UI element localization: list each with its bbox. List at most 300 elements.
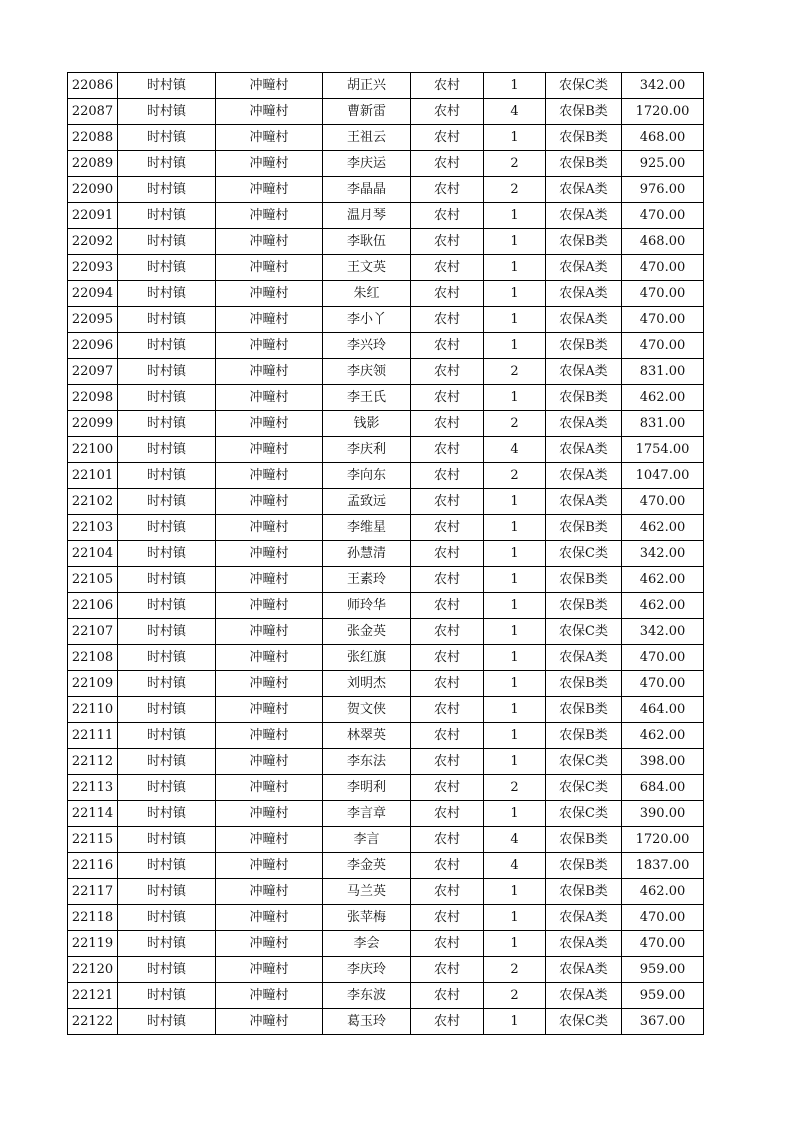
row-id-cell: 22103: [68, 515, 118, 541]
row-id-cell: 22088: [68, 125, 118, 151]
table-row: [68, 281, 704, 307]
table-row: [68, 619, 704, 645]
row-id-cell: 22121: [68, 983, 118, 1009]
town-cell: 时村镇: [118, 359, 216, 385]
area-type-cell: 农村: [411, 99, 484, 125]
amount-cell: 470.00: [622, 333, 704, 359]
category-cell: 农保A类: [546, 307, 622, 333]
amount-cell: 470.00: [622, 671, 704, 697]
village-cell: 冲疃村: [216, 879, 323, 905]
row-id-cell: 22105: [68, 567, 118, 593]
village-cell: 冲疃村: [216, 489, 323, 515]
category-cell: 农保C类: [546, 619, 622, 645]
row-id-cell: 22107: [68, 619, 118, 645]
town-cell: 时村镇: [118, 801, 216, 827]
row-id-cell: 22111: [68, 723, 118, 749]
village-cell: 冲疃村: [216, 905, 323, 931]
name-cell: 李维星: [323, 515, 411, 541]
row-id-cell: 22099: [68, 411, 118, 437]
category-cell: 农保A类: [546, 957, 622, 983]
amount-cell: 462.00: [622, 723, 704, 749]
village-cell: 冲疃村: [216, 437, 323, 463]
category-cell: 农保A类: [546, 931, 622, 957]
category-cell: 农保A类: [546, 359, 622, 385]
village-cell: 冲疃村: [216, 853, 323, 879]
table-row: [68, 827, 704, 853]
amount-cell: 462.00: [622, 879, 704, 905]
row-id-cell: 22096: [68, 333, 118, 359]
town-cell: 时村镇: [118, 905, 216, 931]
area-type-cell: 农村: [411, 619, 484, 645]
amount-cell: 367.00: [622, 1009, 704, 1035]
village-cell: 冲疃村: [216, 281, 323, 307]
household-count-cell: 1: [484, 671, 546, 697]
household-count-cell: 1: [484, 619, 546, 645]
area-type-cell: 农村: [411, 515, 484, 541]
village-cell: 冲疃村: [216, 359, 323, 385]
village-cell: 冲疃村: [216, 801, 323, 827]
town-cell: 时村镇: [118, 645, 216, 671]
village-cell: 冲疃村: [216, 99, 323, 125]
category-cell: 农保B类: [546, 593, 622, 619]
area-type-cell: 农村: [411, 723, 484, 749]
household-count-cell: 4: [484, 99, 546, 125]
name-cell: 胡正兴: [323, 73, 411, 99]
amount-cell: 1047.00: [622, 463, 704, 489]
village-cell: 冲疃村: [216, 125, 323, 151]
household-count-cell: 1: [484, 541, 546, 567]
area-type-cell: 农村: [411, 359, 484, 385]
row-id-cell: 22101: [68, 463, 118, 489]
name-cell: 张红旗: [323, 645, 411, 671]
name-cell: 朱红: [323, 281, 411, 307]
name-cell: 李庆运: [323, 151, 411, 177]
town-cell: 时村镇: [118, 567, 216, 593]
town-cell: 时村镇: [118, 515, 216, 541]
category-cell: 农保B类: [546, 567, 622, 593]
area-type-cell: 农村: [411, 541, 484, 567]
row-id-cell: 22097: [68, 359, 118, 385]
area-type-cell: 农村: [411, 281, 484, 307]
table-row: [68, 177, 704, 203]
amount-cell: 462.00: [622, 515, 704, 541]
table-body: [68, 73, 704, 1035]
amount-cell: 464.00: [622, 697, 704, 723]
table-row: [68, 229, 704, 255]
town-cell: 时村镇: [118, 203, 216, 229]
table-row: [68, 801, 704, 827]
table-row: [68, 151, 704, 177]
amount-cell: 342.00: [622, 541, 704, 567]
household-count-cell: 2: [484, 359, 546, 385]
name-cell: 李庆玲: [323, 957, 411, 983]
village-cell: 冲疃村: [216, 697, 323, 723]
area-type-cell: 农村: [411, 853, 484, 879]
town-cell: 时村镇: [118, 333, 216, 359]
village-cell: 冲疃村: [216, 411, 323, 437]
town-cell: 时村镇: [118, 697, 216, 723]
town-cell: 时村镇: [118, 177, 216, 203]
household-count-cell: 1: [484, 229, 546, 255]
row-id-cell: 22114: [68, 801, 118, 827]
town-cell: 时村镇: [118, 411, 216, 437]
row-id-cell: 22104: [68, 541, 118, 567]
area-type-cell: 农村: [411, 567, 484, 593]
household-count-cell: 1: [484, 385, 546, 411]
amount-cell: 1837.00: [622, 853, 704, 879]
town-cell: 时村镇: [118, 619, 216, 645]
amount-cell: 462.00: [622, 593, 704, 619]
town-cell: 时村镇: [118, 671, 216, 697]
town-cell: 时村镇: [118, 749, 216, 775]
amount-cell: 959.00: [622, 957, 704, 983]
category-cell: 农保A类: [546, 463, 622, 489]
category-cell: 农保B类: [546, 697, 622, 723]
area-type-cell: 农村: [411, 983, 484, 1009]
row-id-cell: 22109: [68, 671, 118, 697]
name-cell: 葛玉玲: [323, 1009, 411, 1035]
amount-cell: 398.00: [622, 749, 704, 775]
town-cell: 时村镇: [118, 307, 216, 333]
area-type-cell: 农村: [411, 125, 484, 151]
table-row: [68, 489, 704, 515]
table-row: [68, 1009, 704, 1035]
table-row: [68, 671, 704, 697]
town-cell: 时村镇: [118, 879, 216, 905]
town-cell: 时村镇: [118, 853, 216, 879]
category-cell: 农保A类: [546, 203, 622, 229]
household-count-cell: 1: [484, 73, 546, 99]
row-id-cell: 22086: [68, 73, 118, 99]
name-cell: 刘明杰: [323, 671, 411, 697]
row-id-cell: 22119: [68, 931, 118, 957]
area-type-cell: 农村: [411, 203, 484, 229]
household-count-cell: 1: [484, 307, 546, 333]
town-cell: 时村镇: [118, 99, 216, 125]
village-cell: 冲疃村: [216, 723, 323, 749]
row-id-cell: 22100: [68, 437, 118, 463]
village-cell: 冲疃村: [216, 229, 323, 255]
name-cell: 李金英: [323, 853, 411, 879]
amount-cell: 1754.00: [622, 437, 704, 463]
area-type-cell: 农村: [411, 775, 484, 801]
table-row: [68, 255, 704, 281]
village-cell: 冲疃村: [216, 957, 323, 983]
table-row: [68, 385, 704, 411]
table-row: [68, 593, 704, 619]
name-cell: 李晶晶: [323, 177, 411, 203]
category-cell: 农保B类: [546, 99, 622, 125]
area-type-cell: 农村: [411, 333, 484, 359]
household-count-cell: 1: [484, 567, 546, 593]
village-cell: 冲疃村: [216, 567, 323, 593]
household-count-cell: 1: [484, 801, 546, 827]
table-row: [68, 359, 704, 385]
area-type-cell: 农村: [411, 151, 484, 177]
table-row: [68, 307, 704, 333]
category-cell: 农保B类: [546, 827, 622, 853]
town-cell: 时村镇: [118, 983, 216, 1009]
village-cell: 冲疃村: [216, 255, 323, 281]
area-type-cell: 农村: [411, 411, 484, 437]
table-row: [68, 775, 704, 801]
table-row: [68, 749, 704, 775]
area-type-cell: 农村: [411, 307, 484, 333]
name-cell: 温月琴: [323, 203, 411, 229]
category-cell: 农保A类: [546, 489, 622, 515]
name-cell: 张金英: [323, 619, 411, 645]
table-row: [68, 957, 704, 983]
household-count-cell: 2: [484, 463, 546, 489]
town-cell: 时村镇: [118, 73, 216, 99]
amount-cell: 1720.00: [622, 827, 704, 853]
name-cell: 李东法: [323, 749, 411, 775]
area-type-cell: 农村: [411, 593, 484, 619]
table-row: [68, 905, 704, 931]
table-row: [68, 515, 704, 541]
household-count-cell: 1: [484, 125, 546, 151]
amount-cell: 470.00: [622, 489, 704, 515]
village-cell: 冲疃村: [216, 827, 323, 853]
town-cell: 时村镇: [118, 385, 216, 411]
category-cell: 农保C类: [546, 775, 622, 801]
household-count-cell: 1: [484, 931, 546, 957]
town-cell: 时村镇: [118, 255, 216, 281]
household-count-cell: 1: [484, 489, 546, 515]
table-row: [68, 697, 704, 723]
table-row: [68, 203, 704, 229]
name-cell: 李会: [323, 931, 411, 957]
row-id-cell: 22115: [68, 827, 118, 853]
household-count-cell: 1: [484, 515, 546, 541]
village-cell: 冲疃村: [216, 619, 323, 645]
amount-cell: 342.00: [622, 73, 704, 99]
amount-cell: 470.00: [622, 905, 704, 931]
category-cell: 农保C类: [546, 541, 622, 567]
row-id-cell: 22108: [68, 645, 118, 671]
table-row: [68, 931, 704, 957]
category-cell: 农保B类: [546, 515, 622, 541]
town-cell: 时村镇: [118, 125, 216, 151]
name-cell: 张苹梅: [323, 905, 411, 931]
row-id-cell: 22094: [68, 281, 118, 307]
household-count-cell: 4: [484, 853, 546, 879]
town-cell: 时村镇: [118, 957, 216, 983]
category-cell: 农保A类: [546, 983, 622, 1009]
amount-cell: 959.00: [622, 983, 704, 1009]
row-id-cell: 22098: [68, 385, 118, 411]
row-id-cell: 22116: [68, 853, 118, 879]
area-type-cell: 农村: [411, 73, 484, 99]
area-type-cell: 农村: [411, 957, 484, 983]
town-cell: 时村镇: [118, 723, 216, 749]
name-cell: 李王氏: [323, 385, 411, 411]
village-cell: 冲疃村: [216, 203, 323, 229]
area-type-cell: 农村: [411, 463, 484, 489]
name-cell: 李耿伍: [323, 229, 411, 255]
name-cell: 李言: [323, 827, 411, 853]
area-type-cell: 农村: [411, 489, 484, 515]
amount-cell: 468.00: [622, 125, 704, 151]
household-count-cell: 2: [484, 957, 546, 983]
name-cell: 孟致远: [323, 489, 411, 515]
name-cell: 钱影: [323, 411, 411, 437]
category-cell: 农保B类: [546, 385, 622, 411]
table-row: [68, 983, 704, 1009]
table-row: [68, 463, 704, 489]
name-cell: 王文英: [323, 255, 411, 281]
amount-cell: 342.00: [622, 619, 704, 645]
row-id-cell: 22113: [68, 775, 118, 801]
category-cell: 农保C类: [546, 801, 622, 827]
village-cell: 冲疃村: [216, 463, 323, 489]
village-cell: 冲疃村: [216, 671, 323, 697]
row-id-cell: 22117: [68, 879, 118, 905]
area-type-cell: 农村: [411, 827, 484, 853]
household-count-cell: 2: [484, 151, 546, 177]
village-cell: 冲疃村: [216, 541, 323, 567]
category-cell: 农保B类: [546, 853, 622, 879]
name-cell: 李明利: [323, 775, 411, 801]
household-count-cell: 1: [484, 333, 546, 359]
row-id-cell: 22120: [68, 957, 118, 983]
amount-cell: 468.00: [622, 229, 704, 255]
town-cell: 时村镇: [118, 489, 216, 515]
area-type-cell: 农村: [411, 697, 484, 723]
row-id-cell: 22106: [68, 593, 118, 619]
category-cell: 农保C类: [546, 1009, 622, 1035]
area-type-cell: 农村: [411, 255, 484, 281]
amount-cell: 831.00: [622, 411, 704, 437]
table-row: [68, 125, 704, 151]
household-count-cell: 1: [484, 697, 546, 723]
name-cell: 贺文侠: [323, 697, 411, 723]
name-cell: 李东波: [323, 983, 411, 1009]
row-id-cell: 22110: [68, 697, 118, 723]
row-id-cell: 22122: [68, 1009, 118, 1035]
name-cell: 李兴玲: [323, 333, 411, 359]
town-cell: 时村镇: [118, 931, 216, 957]
area-type-cell: 农村: [411, 931, 484, 957]
area-type-cell: 农村: [411, 385, 484, 411]
amount-cell: 470.00: [622, 931, 704, 957]
household-count-cell: 1: [484, 723, 546, 749]
row-id-cell: 22118: [68, 905, 118, 931]
name-cell: 李小丫: [323, 307, 411, 333]
row-id-cell: 22090: [68, 177, 118, 203]
amount-cell: 684.00: [622, 775, 704, 801]
household-count-cell: 1: [484, 255, 546, 281]
amount-cell: 470.00: [622, 645, 704, 671]
category-cell: 农保B类: [546, 671, 622, 697]
category-cell: 农保B类: [546, 229, 622, 255]
amount-cell: 470.00: [622, 281, 704, 307]
area-type-cell: 农村: [411, 879, 484, 905]
row-id-cell: 22093: [68, 255, 118, 281]
village-cell: 冲疃村: [216, 749, 323, 775]
household-count-cell: 2: [484, 411, 546, 437]
household-count-cell: 1: [484, 203, 546, 229]
village-cell: 冲疃村: [216, 775, 323, 801]
benefit-table: [67, 72, 704, 1035]
category-cell: 农保A类: [546, 281, 622, 307]
row-id-cell: 22095: [68, 307, 118, 333]
amount-cell: 925.00: [622, 151, 704, 177]
name-cell: 李言章: [323, 801, 411, 827]
town-cell: 时村镇: [118, 593, 216, 619]
category-cell: 农保B类: [546, 151, 622, 177]
town-cell: 时村镇: [118, 281, 216, 307]
category-cell: 农保A类: [546, 437, 622, 463]
amount-cell: 1720.00: [622, 99, 704, 125]
row-id-cell: 22091: [68, 203, 118, 229]
table-row: [68, 879, 704, 905]
town-cell: 时村镇: [118, 229, 216, 255]
village-cell: 冲疃村: [216, 931, 323, 957]
area-type-cell: 农村: [411, 437, 484, 463]
table-row: [68, 723, 704, 749]
table-row: [68, 73, 704, 99]
household-count-cell: 2: [484, 983, 546, 1009]
row-id-cell: 22112: [68, 749, 118, 775]
name-cell: 马兰英: [323, 879, 411, 905]
household-count-cell: 1: [484, 749, 546, 775]
village-cell: 冲疃村: [216, 73, 323, 99]
category-cell: 农保B类: [546, 333, 622, 359]
name-cell: 李庆领: [323, 359, 411, 385]
row-id-cell: 22092: [68, 229, 118, 255]
table-row: [68, 645, 704, 671]
household-count-cell: 1: [484, 1009, 546, 1035]
category-cell: 农保B类: [546, 723, 622, 749]
table-row: [68, 99, 704, 125]
table-row: [68, 333, 704, 359]
name-cell: 李向东: [323, 463, 411, 489]
name-cell: 曹新雷: [323, 99, 411, 125]
area-type-cell: 农村: [411, 645, 484, 671]
row-id-cell: 22089: [68, 151, 118, 177]
household-count-cell: 1: [484, 281, 546, 307]
village-cell: 冲疃村: [216, 333, 323, 359]
village-cell: 冲疃村: [216, 177, 323, 203]
area-type-cell: 农村: [411, 177, 484, 203]
town-cell: 时村镇: [118, 151, 216, 177]
household-count-cell: 1: [484, 645, 546, 671]
household-count-cell: 1: [484, 879, 546, 905]
row-id-cell: 22087: [68, 99, 118, 125]
town-cell: 时村镇: [118, 541, 216, 567]
table-row: [68, 567, 704, 593]
town-cell: 时村镇: [118, 463, 216, 489]
amount-cell: 831.00: [622, 359, 704, 385]
village-cell: 冲疃村: [216, 307, 323, 333]
table-row: [68, 853, 704, 879]
household-count-cell: 1: [484, 593, 546, 619]
table-row: [68, 541, 704, 567]
table-row: [68, 437, 704, 463]
village-cell: 冲疃村: [216, 645, 323, 671]
amount-cell: 470.00: [622, 255, 704, 281]
name-cell: 王祖云: [323, 125, 411, 151]
town-cell: 时村镇: [118, 437, 216, 463]
household-count-cell: 4: [484, 437, 546, 463]
town-cell: 时村镇: [118, 1009, 216, 1035]
name-cell: 林翠英: [323, 723, 411, 749]
amount-cell: 470.00: [622, 307, 704, 333]
area-type-cell: 农村: [411, 229, 484, 255]
category-cell: 农保C类: [546, 73, 622, 99]
amount-cell: 462.00: [622, 567, 704, 593]
